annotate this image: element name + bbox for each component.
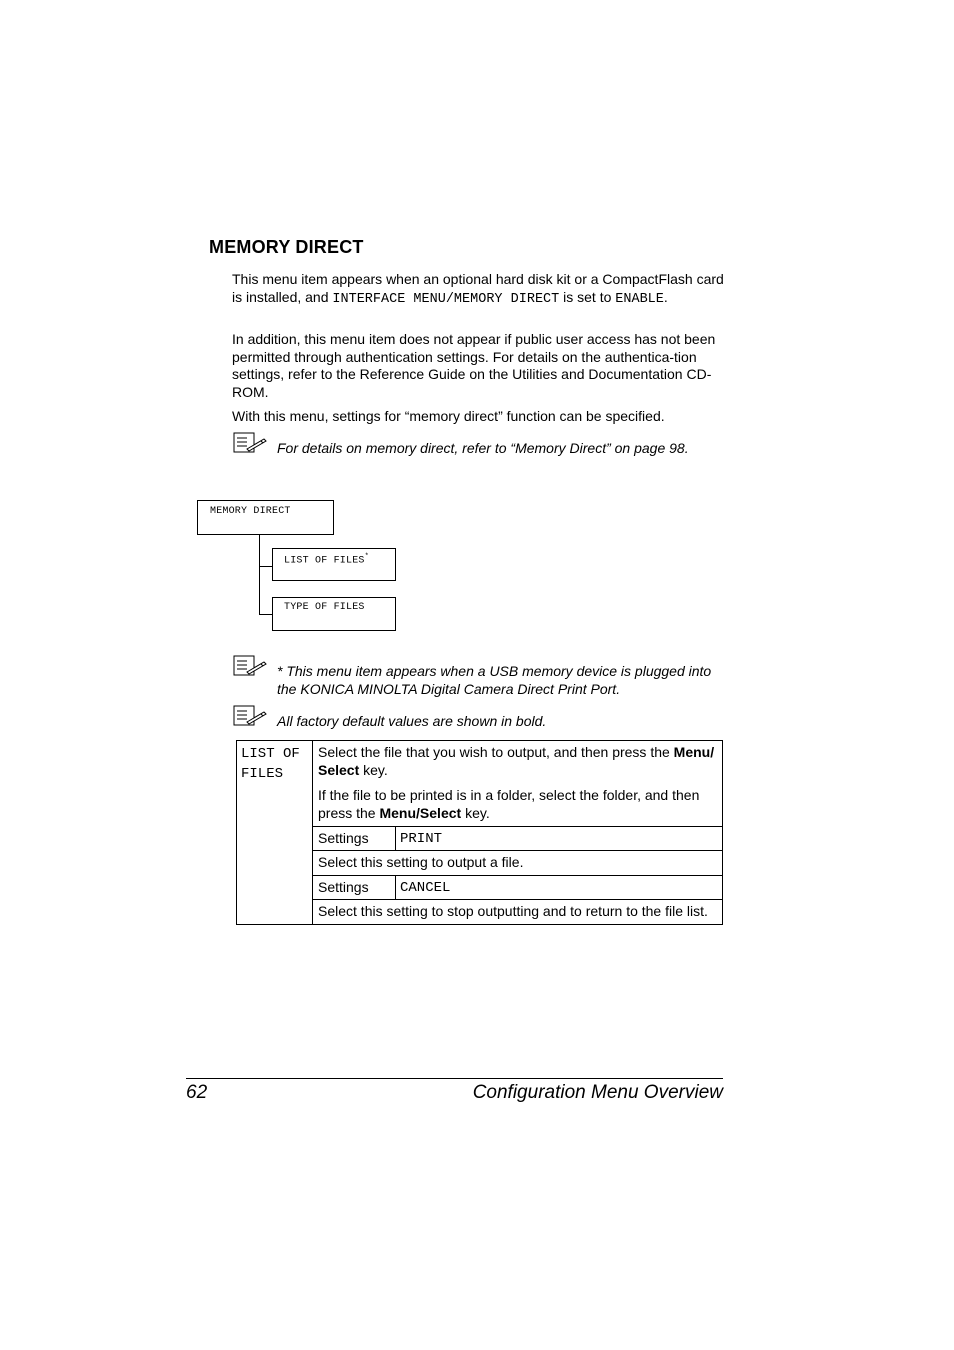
footer-chapter-title: Configuration Menu Overview — [472, 1082, 723, 1103]
setting-value-print: PRINT — [396, 827, 723, 851]
tree-root-box — [197, 500, 334, 535]
note-memory-direct: For details on memory direct, refer to “Memory Direct” on page 98. — [277, 440, 689, 456]
access-paragraph: In addition, this menu item does not appear if public user access has not been permitted through authentication settings. For details on the authentica-tion settings, refer to the Reference Guide on the Utilities and Documentation CD-ROM. — [232, 331, 716, 400]
tree-child-list-of-files — [272, 548, 396, 581]
note-usb-memory: * This menu item appears when a USB memory device is plugged into the KONICA MINOLTA Digital Camera Direct Print Port. — [277, 663, 712, 697]
footer-rule — [186, 1078, 723, 1079]
settings-paragraph: With this menu, settings for “memory direct” function can be specified. — [232, 408, 665, 424]
description-paragraph-1: Select the file that you wish to output, and then press the Menu/ Select key. — [318, 744, 715, 778]
setting-description: Select this setting to output a file. — [313, 851, 723, 876]
tree-child-type-of-files — [272, 597, 396, 631]
tree-connector-2 — [259, 614, 272, 615]
setting-description: Select this setting to stop outputting and to return to the file list. — [313, 900, 723, 925]
menu-path-code: INTERFACE MENU/MEMORY DIRECT — [332, 291, 560, 307]
tree-child-label: LIST OF FILES* — [284, 553, 370, 567]
note-icon — [233, 655, 267, 677]
enable-code: ENABLE — [615, 291, 664, 307]
tree-root-label: MEMORY DIRECT — [210, 506, 291, 517]
note-icon — [233, 705, 267, 727]
intro-paragraph — [232, 271, 724, 308]
tree-child-label: TYPE OF FILES — [284, 602, 365, 613]
tree-connector-1 — [259, 566, 272, 567]
menu-settings-table — [236, 740, 723, 925]
menu-item-name: LIST OF FILES — [237, 741, 313, 925]
note-factory-defaults: All factory default values are shown in bold. — [277, 713, 547, 729]
intro-text-1: This menu item appears when an optional hard disk kit or a CompactFlash card is installed, and — [232, 271, 724, 305]
section-title: MEMORY DIRECT — [209, 237, 364, 257]
menu-item-description — [313, 741, 723, 827]
setting-value-cancel: CANCEL — [396, 876, 723, 900]
settings-label: Settings — [313, 876, 396, 900]
tree-connector-vertical — [259, 535, 260, 614]
settings-label: Settings — [313, 827, 396, 851]
table-row — [237, 741, 723, 827]
intro-text-3: . — [663, 288, 668, 305]
description-paragraph-2: If the file to be printed is in a folder, select the folder, and then press the Menu/Select key. — [318, 787, 700, 821]
intro-text-2: is set to — [559, 288, 616, 305]
note-icon — [233, 432, 267, 454]
page-number: 62 — [186, 1082, 208, 1103]
